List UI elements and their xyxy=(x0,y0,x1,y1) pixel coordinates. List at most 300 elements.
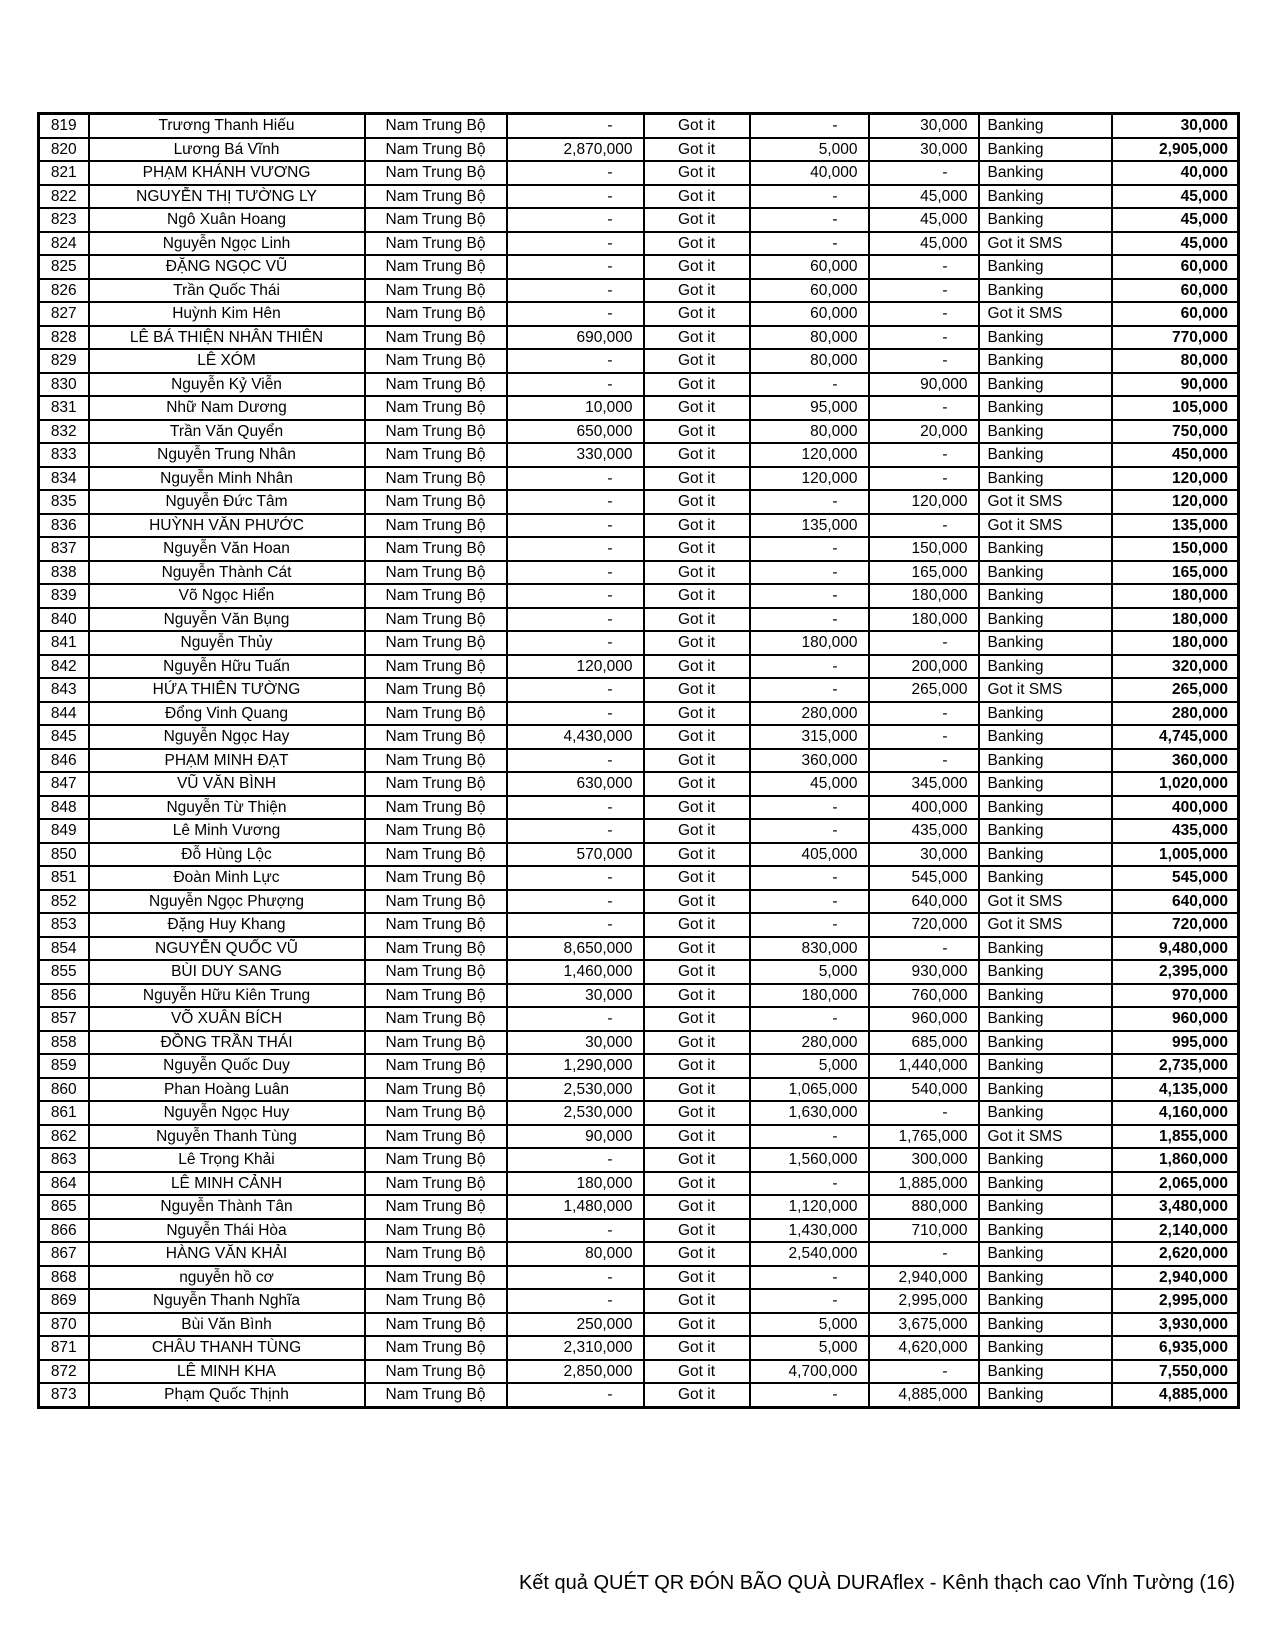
cell-gotit: Got it xyxy=(644,443,750,467)
cell-amount2: - xyxy=(750,678,869,702)
cell-amount1: - xyxy=(507,584,644,608)
cell-region: Nam Trung Bộ xyxy=(365,725,507,749)
cell-amount1: 180,000 xyxy=(507,1172,644,1196)
cell-method: Banking xyxy=(979,561,1112,585)
cell-amount2: 60,000 xyxy=(750,279,869,303)
cell-gotit: Got it xyxy=(644,1266,750,1290)
cell-method: Banking xyxy=(979,443,1112,467)
cell-method: Banking xyxy=(979,631,1112,655)
cell-id: 847 xyxy=(39,772,89,796)
table-row xyxy=(39,185,1239,209)
cell-amount3: 45,000 xyxy=(869,185,979,209)
cell-id: 848 xyxy=(39,796,89,820)
cell-region: Nam Trung Bộ xyxy=(365,584,507,608)
cell-amount2: 5,000 xyxy=(750,960,869,984)
cell-amount1: 30,000 xyxy=(507,984,644,1008)
table-row xyxy=(39,1007,1239,1031)
cell-region: Nam Trung Bộ xyxy=(365,1383,507,1407)
cell-name: Đặng Huy Khang xyxy=(89,913,365,937)
cell-amount1: 250,000 xyxy=(507,1313,644,1337)
cell-method: Banking xyxy=(979,819,1112,843)
cell-amount3: 2,995,000 xyxy=(869,1289,979,1313)
cell-method: Banking xyxy=(979,467,1112,491)
cell-method: Banking xyxy=(979,537,1112,561)
cell-region: Nam Trung Bộ xyxy=(365,161,507,185)
cell-amount1: 120,000 xyxy=(507,655,644,679)
cell-gotit: Got it xyxy=(644,138,750,162)
cell-gotit: Got it xyxy=(644,279,750,303)
table-row xyxy=(39,725,1239,749)
cell-amount3: 540,000 xyxy=(869,1078,979,1102)
cell-name: Nguyễn Trung Nhân xyxy=(89,443,365,467)
cell-method: Got it SMS xyxy=(979,1125,1112,1149)
results-table xyxy=(37,112,1240,1409)
cell-amount2: - xyxy=(750,796,869,820)
cell-amount1: - xyxy=(507,1148,644,1172)
cell-name: Nguyễn Hữu Kiên Trung xyxy=(89,984,365,1008)
cell-method: Got it SMS xyxy=(979,302,1112,326)
cell-region: Nam Trung Bộ xyxy=(365,138,507,162)
cell-amount3: 30,000 xyxy=(869,138,979,162)
cell-name: Nguyễn Thanh Nghĩa xyxy=(89,1289,365,1313)
cell-total: 2,065,000 xyxy=(1112,1172,1239,1196)
cell-amount2: - xyxy=(750,913,869,937)
cell-total: 6,935,000 xyxy=(1112,1336,1239,1360)
cell-name: Trần Văn Quyển xyxy=(89,420,365,444)
cell-amount3: - xyxy=(869,514,979,538)
cell-amount2: 5,000 xyxy=(750,138,869,162)
cell-total: 265,000 xyxy=(1112,678,1239,702)
cell-region: Nam Trung Bộ xyxy=(365,443,507,467)
cell-amount3: 400,000 xyxy=(869,796,979,820)
cell-amount1: 2,870,000 xyxy=(507,138,644,162)
cell-amount3: 3,675,000 xyxy=(869,1313,979,1337)
cell-method: Banking xyxy=(979,1383,1112,1407)
cell-id: 846 xyxy=(39,749,89,773)
cell-amount2: - xyxy=(750,1172,869,1196)
cell-amount1: - xyxy=(507,913,644,937)
cell-gotit: Got it xyxy=(644,1313,750,1337)
cell-method: Banking xyxy=(979,185,1112,209)
cell-method: Banking xyxy=(979,1242,1112,1266)
cell-region: Nam Trung Bộ xyxy=(365,749,507,773)
cell-id: 845 xyxy=(39,725,89,749)
cell-amount1: 8,650,000 xyxy=(507,937,644,961)
cell-method: Banking xyxy=(979,396,1112,420)
cell-amount2: 120,000 xyxy=(750,443,869,467)
table-row xyxy=(39,232,1239,256)
cell-name: NGUYỄN THỊ TƯỜNG LY xyxy=(89,185,365,209)
cell-gotit: Got it xyxy=(644,467,750,491)
cell-amount3: 880,000 xyxy=(869,1195,979,1219)
cell-total: 435,000 xyxy=(1112,819,1239,843)
cell-name: Nguyễn Quốc Duy xyxy=(89,1054,365,1078)
cell-gotit: Got it xyxy=(644,490,750,514)
cell-amount3: - xyxy=(869,255,979,279)
table-row xyxy=(39,749,1239,773)
cell-total: 90,000 xyxy=(1112,373,1239,397)
cell-amount2: 5,000 xyxy=(750,1336,869,1360)
cell-amount3: 265,000 xyxy=(869,678,979,702)
cell-id: 864 xyxy=(39,1172,89,1196)
cell-total: 165,000 xyxy=(1112,561,1239,585)
cell-region: Nam Trung Bộ xyxy=(365,1195,507,1219)
cell-region: Nam Trung Bộ xyxy=(365,1242,507,1266)
cell-name: Bùi Văn Bình xyxy=(89,1313,365,1337)
cell-name: Lê Trọng Khải xyxy=(89,1148,365,1172)
cell-amount3: - xyxy=(869,467,979,491)
cell-region: Nam Trung Bộ xyxy=(365,1360,507,1384)
cell-name: Nguyễn Ngọc Hay xyxy=(89,725,365,749)
cell-name: ĐỒNG TRẦN THÁI xyxy=(89,1031,365,1055)
cell-total: 1,020,000 xyxy=(1112,772,1239,796)
cell-region: Nam Trung Bộ xyxy=(365,396,507,420)
cell-total: 3,930,000 xyxy=(1112,1313,1239,1337)
cell-name: Nguyễn Ngọc Linh xyxy=(89,232,365,256)
cell-gotit: Got it xyxy=(644,349,750,373)
cell-gotit: Got it xyxy=(644,984,750,1008)
cell-region: Nam Trung Bộ xyxy=(365,866,507,890)
cell-method: Banking xyxy=(979,279,1112,303)
cell-region: Nam Trung Bộ xyxy=(365,796,507,820)
cell-region: Nam Trung Bộ xyxy=(365,843,507,867)
cell-amount3: 300,000 xyxy=(869,1148,979,1172)
cell-amount2: 95,000 xyxy=(750,396,869,420)
table-row xyxy=(39,1195,1239,1219)
cell-method: Banking xyxy=(979,796,1112,820)
cell-method: Got it SMS xyxy=(979,490,1112,514)
cell-region: Nam Trung Bộ xyxy=(365,608,507,632)
cell-gotit: Got it xyxy=(644,326,750,350)
cell-method: Banking xyxy=(979,1101,1112,1125)
cell-id: 824 xyxy=(39,232,89,256)
cell-amount1: 1,480,000 xyxy=(507,1195,644,1219)
cell-id: 857 xyxy=(39,1007,89,1031)
cell-name: LÊ XÓM xyxy=(89,349,365,373)
cell-id: 831 xyxy=(39,396,89,420)
cell-amount3: 90,000 xyxy=(869,373,979,397)
table-row xyxy=(39,584,1239,608)
cell-amount1: - xyxy=(507,866,644,890)
cell-gotit: Got it xyxy=(644,561,750,585)
cell-method: Banking xyxy=(979,584,1112,608)
cell-id: 869 xyxy=(39,1289,89,1313)
table-row xyxy=(39,608,1239,632)
cell-gotit: Got it xyxy=(644,1360,750,1384)
cell-method: Banking xyxy=(979,702,1112,726)
cell-method: Banking xyxy=(979,749,1112,773)
cell-method: Banking xyxy=(979,960,1112,984)
cell-total: 40,000 xyxy=(1112,161,1239,185)
cell-amount3: 30,000 xyxy=(869,114,979,138)
cell-method: Banking xyxy=(979,1078,1112,1102)
cell-method: Banking xyxy=(979,1007,1112,1031)
cell-method: Banking xyxy=(979,326,1112,350)
cell-amount1: - xyxy=(507,890,644,914)
cell-amount3: 180,000 xyxy=(869,608,979,632)
cell-amount2: - xyxy=(750,232,869,256)
table-row xyxy=(39,1313,1239,1337)
cell-name: Nguyễn Thanh Tùng xyxy=(89,1125,365,1149)
cell-total: 2,620,000 xyxy=(1112,1242,1239,1266)
cell-amount1: 2,530,000 xyxy=(507,1078,644,1102)
cell-region: Nam Trung Bộ xyxy=(365,702,507,726)
cell-total: 450,000 xyxy=(1112,443,1239,467)
cell-method: Banking xyxy=(979,1336,1112,1360)
cell-amount2: 135,000 xyxy=(750,514,869,538)
cell-method: Banking xyxy=(979,1289,1112,1313)
cell-amount3: 2,940,000 xyxy=(869,1266,979,1290)
cell-total: 120,000 xyxy=(1112,490,1239,514)
cell-gotit: Got it xyxy=(644,302,750,326)
cell-id: 850 xyxy=(39,843,89,867)
cell-gotit: Got it xyxy=(644,1007,750,1031)
cell-amount1: 630,000 xyxy=(507,772,644,796)
cell-amount3: 165,000 xyxy=(869,561,979,585)
cell-amount2: 45,000 xyxy=(750,772,869,796)
table-row xyxy=(39,1054,1239,1078)
cell-method: Got it SMS xyxy=(979,678,1112,702)
cell-id: 865 xyxy=(39,1195,89,1219)
cell-name: Đoàn Minh Lực xyxy=(89,866,365,890)
cell-region: Nam Trung Bộ xyxy=(365,349,507,373)
cell-total: 4,885,000 xyxy=(1112,1383,1239,1407)
cell-id: 853 xyxy=(39,913,89,937)
cell-amount3: 1,885,000 xyxy=(869,1172,979,1196)
cell-amount2: - xyxy=(750,561,869,585)
cell-total: 2,735,000 xyxy=(1112,1054,1239,1078)
table-row xyxy=(39,843,1239,867)
cell-amount3: - xyxy=(869,396,979,420)
cell-amount1: - xyxy=(507,678,644,702)
cell-region: Nam Trung Bộ xyxy=(365,255,507,279)
cell-gotit: Got it xyxy=(644,1125,750,1149)
cell-gotit: Got it xyxy=(644,584,750,608)
cell-amount2: - xyxy=(750,208,869,232)
cell-id: 855 xyxy=(39,960,89,984)
table-row xyxy=(39,984,1239,1008)
table-row xyxy=(39,1360,1239,1384)
cell-amount1: - xyxy=(507,185,644,209)
cell-id: 820 xyxy=(39,138,89,162)
cell-region: Nam Trung Bộ xyxy=(365,114,507,138)
footer-caption: Kết quả QUÉT QR ĐÓN BÃO QUÀ DURAflex - Kênh thạch cao Vĩnh Tường (16) xyxy=(518,1572,1235,1594)
cell-total: 135,000 xyxy=(1112,514,1239,538)
cell-gotit: Got it xyxy=(644,420,750,444)
cell-gotit: Got it xyxy=(644,373,750,397)
cell-name: PHẠM KHÁNH VƯƠNG xyxy=(89,161,365,185)
cell-amount3: 45,000 xyxy=(869,232,979,256)
cell-amount1: 2,310,000 xyxy=(507,1336,644,1360)
cell-id: 872 xyxy=(39,1360,89,1384)
table-row xyxy=(39,326,1239,350)
cell-total: 970,000 xyxy=(1112,984,1239,1008)
cell-amount3: 30,000 xyxy=(869,843,979,867)
cell-total: 60,000 xyxy=(1112,255,1239,279)
cell-method: Banking xyxy=(979,866,1112,890)
cell-amount2: 60,000 xyxy=(750,302,869,326)
cell-amount2: 280,000 xyxy=(750,702,869,726)
cell-amount2: - xyxy=(750,537,869,561)
cell-amount1: - xyxy=(507,1007,644,1031)
table-row xyxy=(39,702,1239,726)
cell-amount2: - xyxy=(750,1266,869,1290)
cell-amount2: 5,000 xyxy=(750,1054,869,1078)
cell-region: Nam Trung Bộ xyxy=(365,373,507,397)
cell-gotit: Got it xyxy=(644,655,750,679)
cell-region: Nam Trung Bộ xyxy=(365,1266,507,1290)
cell-amount2: 1,120,000 xyxy=(750,1195,869,1219)
cell-name: Nguyễn Thái Hòa xyxy=(89,1219,365,1243)
cell-amount2: 180,000 xyxy=(750,631,869,655)
table-row xyxy=(39,420,1239,444)
cell-amount3: 20,000 xyxy=(869,420,979,444)
cell-name: Nguyễn Hữu Tuấn xyxy=(89,655,365,679)
cell-name: Võ Ngọc Hiển xyxy=(89,584,365,608)
cell-method: Banking xyxy=(979,1054,1112,1078)
cell-gotit: Got it xyxy=(644,1078,750,1102)
cell-amount3: - xyxy=(869,702,979,726)
cell-id: 854 xyxy=(39,937,89,961)
cell-amount2: - xyxy=(750,490,869,514)
cell-id: 849 xyxy=(39,819,89,843)
table-row xyxy=(39,1383,1239,1407)
cell-amount1: 1,460,000 xyxy=(507,960,644,984)
cell-id: 866 xyxy=(39,1219,89,1243)
cell-amount2: - xyxy=(750,608,869,632)
cell-method: Banking xyxy=(979,114,1112,138)
cell-id: 834 xyxy=(39,467,89,491)
table-row xyxy=(39,678,1239,702)
cell-total: 640,000 xyxy=(1112,890,1239,914)
cell-region: Nam Trung Bộ xyxy=(365,913,507,937)
cell-name: VŨ VĂN BÌNH xyxy=(89,772,365,796)
table-row xyxy=(39,819,1239,843)
cell-name: CHÂU THANH TÙNG xyxy=(89,1336,365,1360)
cell-total: 2,940,000 xyxy=(1112,1266,1239,1290)
cell-amount3: - xyxy=(869,279,979,303)
cell-amount3: - xyxy=(869,749,979,773)
cell-method: Banking xyxy=(979,1313,1112,1337)
cell-name: Nguyễn Ngọc Huy xyxy=(89,1101,365,1125)
cell-amount2: - xyxy=(750,584,869,608)
table-row xyxy=(39,490,1239,514)
cell-region: Nam Trung Bộ xyxy=(365,420,507,444)
cell-amount1: 330,000 xyxy=(507,443,644,467)
cell-id: 852 xyxy=(39,890,89,914)
cell-gotit: Got it xyxy=(644,890,750,914)
cell-amount2: 2,540,000 xyxy=(750,1242,869,1266)
cell-name: Nguyễn Kỷ Viễn xyxy=(89,373,365,397)
cell-id: 833 xyxy=(39,443,89,467)
cell-amount1: 690,000 xyxy=(507,326,644,350)
cell-name: ĐẶNG NGỌC VŨ xyxy=(89,255,365,279)
cell-amount2: - xyxy=(750,114,869,138)
cell-gotit: Got it xyxy=(644,725,750,749)
cell-amount2: 1,630,000 xyxy=(750,1101,869,1125)
table-row xyxy=(39,866,1239,890)
cell-method: Banking xyxy=(979,843,1112,867)
cell-method: Got it SMS xyxy=(979,890,1112,914)
table-row xyxy=(39,161,1239,185)
cell-amount3: - xyxy=(869,326,979,350)
cell-total: 7,550,000 xyxy=(1112,1360,1239,1384)
cell-name: Nguyễn Thủy xyxy=(89,631,365,655)
cell-total: 180,000 xyxy=(1112,608,1239,632)
cell-region: Nam Trung Bộ xyxy=(365,1078,507,1102)
cell-id: 867 xyxy=(39,1242,89,1266)
table-row xyxy=(39,1078,1239,1102)
cell-amount2: - xyxy=(750,1289,869,1313)
cell-amount3: 120,000 xyxy=(869,490,979,514)
table-row xyxy=(39,537,1239,561)
cell-amount3: - xyxy=(869,349,979,373)
table-row xyxy=(39,1242,1239,1266)
table-row xyxy=(39,443,1239,467)
cell-id: 826 xyxy=(39,279,89,303)
cell-gotit: Got it xyxy=(644,537,750,561)
cell-amount1: - xyxy=(507,631,644,655)
cell-region: Nam Trung Bộ xyxy=(365,232,507,256)
cell-region: Nam Trung Bộ xyxy=(365,302,507,326)
cell-region: Nam Trung Bộ xyxy=(365,208,507,232)
cell-gotit: Got it xyxy=(644,1031,750,1055)
cell-amount3: - xyxy=(869,1360,979,1384)
cell-amount1: - xyxy=(507,819,644,843)
cell-total: 280,000 xyxy=(1112,702,1239,726)
cell-id: 858 xyxy=(39,1031,89,1055)
cell-id: 819 xyxy=(39,114,89,138)
cell-total: 1,860,000 xyxy=(1112,1148,1239,1172)
cell-name: Nguyễn Ngọc Phượng xyxy=(89,890,365,914)
cell-region: Nam Trung Bộ xyxy=(365,561,507,585)
cell-id: 832 xyxy=(39,420,89,444)
cell-amount2: 280,000 xyxy=(750,1031,869,1055)
cell-id: 821 xyxy=(39,161,89,185)
cell-id: 862 xyxy=(39,1125,89,1149)
cell-method: Banking xyxy=(979,349,1112,373)
cell-amount3: - xyxy=(869,161,979,185)
cell-region: Nam Trung Bộ xyxy=(365,890,507,914)
cell-gotit: Got it xyxy=(644,608,750,632)
cell-region: Nam Trung Bộ xyxy=(365,819,507,843)
cell-region: Nam Trung Bộ xyxy=(365,185,507,209)
cell-gotit: Got it xyxy=(644,843,750,867)
cell-method: Banking xyxy=(979,725,1112,749)
table-row xyxy=(39,255,1239,279)
cell-gotit: Got it xyxy=(644,114,750,138)
cell-name: Huỳnh Kim Hên xyxy=(89,302,365,326)
cell-region: Nam Trung Bộ xyxy=(365,1148,507,1172)
cell-total: 45,000 xyxy=(1112,185,1239,209)
cell-name: Nguyễn Thành Cát xyxy=(89,561,365,585)
cell-amount3: - xyxy=(869,302,979,326)
cell-method: Banking xyxy=(979,1360,1112,1384)
cell-gotit: Got it xyxy=(644,913,750,937)
cell-amount1: - xyxy=(507,114,644,138)
table-row xyxy=(39,890,1239,914)
cell-name: Phạm Quốc Thịnh xyxy=(89,1383,365,1407)
cell-gotit: Got it xyxy=(644,1195,750,1219)
cell-gotit: Got it xyxy=(644,514,750,538)
cell-total: 720,000 xyxy=(1112,913,1239,937)
cell-amount1: - xyxy=(507,608,644,632)
cell-amount3: - xyxy=(869,1101,979,1125)
cell-gotit: Got it xyxy=(644,631,750,655)
cell-amount2: - xyxy=(750,866,869,890)
cell-name: Trương Thanh Hiếu xyxy=(89,114,365,138)
cell-gotit: Got it xyxy=(644,796,750,820)
